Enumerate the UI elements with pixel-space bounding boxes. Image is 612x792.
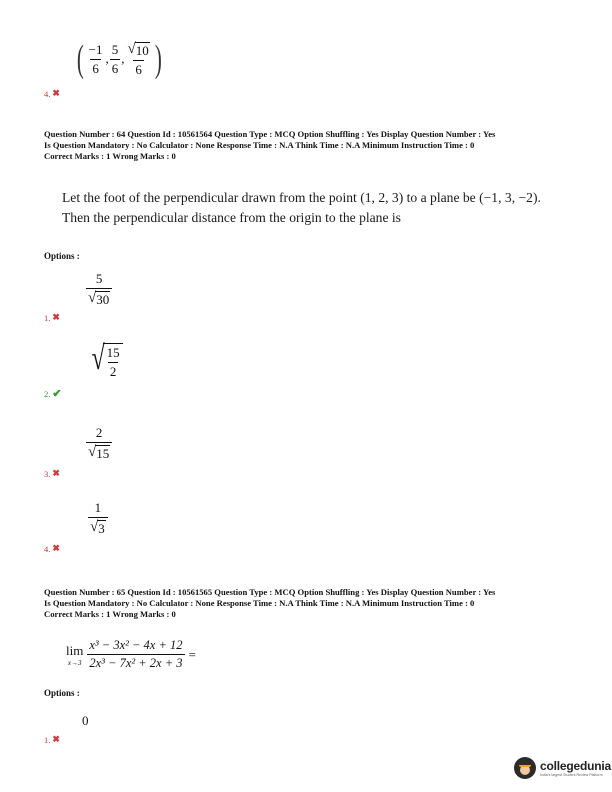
q64-option-1-number: 1. ✖: [44, 312, 60, 323]
fraction: $\frac{-1}{6}$: [88, 41, 103, 76]
sqrt: √ 30: [88, 290, 110, 307]
sqrt: √ $\frac{15}{2}$: [86, 343, 123, 380]
q64-option-4-number: 4. ✖: [44, 543, 60, 554]
collegedunia-logo: collegedunia India's largest Student Review Platform: [514, 757, 611, 779]
prev-option-4-number: 4. ✖: [44, 88, 60, 99]
q64-options-label: Options :: [44, 251, 80, 261]
wrong-icon: ✖: [52, 734, 60, 744]
q64-option-1-expression: 5 √ 30: [86, 271, 112, 308]
limit-fraction: $\frac{\text{x³ − 3x² − 4x + 12}}{\text{2x³ − 7x² + 2x + 3}}$: [89, 638, 183, 670]
prev-option-expression: ( $\frac{-1}{6}$ , $\frac{5}{6}$ , √ 10 6 ): [76, 38, 162, 80]
wrong-icon: ✖: [52, 312, 60, 322]
q64-option-4-expression: 1 √ 3: [88, 500, 108, 537]
q64-option-3-number: 3. ✖: [44, 468, 60, 479]
correct-icon: ✔: [52, 388, 62, 400]
q65-option-1-number: 1. ✖: [44, 734, 60, 745]
sqrt: √ 15: [88, 444, 110, 461]
right-paren: ): [154, 38, 162, 80]
q65-limit-expression: lim x→3 $\frac{\text{x³ − 3x² − 4x + 12}}{\text{2x³ − 7x² + 2x + 3}}$ =: [66, 638, 196, 670]
fraction: √ 10 6: [127, 40, 149, 77]
mascot-icon: [514, 757, 536, 779]
q64-question-text: Let the foot of the perpendicular drawn from the point (1, 2, 3) to a plane be (−1, 3, −2). Then the perpendicular distance from the origin to the plane is: [62, 190, 541, 225]
q64-option-2-number: 2. ✔: [44, 388, 62, 400]
q64-meta: Question Number : 64 Question Id : 10561564 Question Type : MCQ Option Shuffling : Yes Display Question Number : Yes Is Question Mandatory : No Calculator : None Response Time : N.A Think Time : N.A Minimum Instruction Time : 0 Correct Marks : 1 Wrong Marks : 0: [44, 129, 496, 161]
q65-meta: Question Number : 65 Question Id : 10561565 Question Type : MCQ Option Shuffling : Yes Display Question Number : Yes Is Question Mandatory : No Calculator : None Response Time : N.A Think Time : N.A Minimum Instruction Time : 0 Correct Marks : 1 Wrong Marks : 0: [44, 587, 496, 619]
sqrt: √ 3: [90, 519, 105, 536]
sqrt: √ 10: [127, 40, 149, 58]
q65-option-1-expression: 0: [82, 713, 89, 728]
q65-options-label: Options :: [44, 688, 80, 698]
wrong-icon: ✖: [52, 88, 60, 98]
limit-operator: lim x→3: [66, 642, 84, 667]
wrong-icon: ✖: [52, 543, 60, 553]
fraction: $\frac{5}{6}$: [111, 41, 119, 76]
left-paren: (: [76, 38, 84, 80]
q64-option-3-expression: 2 √ 15: [86, 425, 112, 462]
wrong-icon: ✖: [52, 468, 60, 478]
q64-option-2-expression: [86, 340, 123, 380]
